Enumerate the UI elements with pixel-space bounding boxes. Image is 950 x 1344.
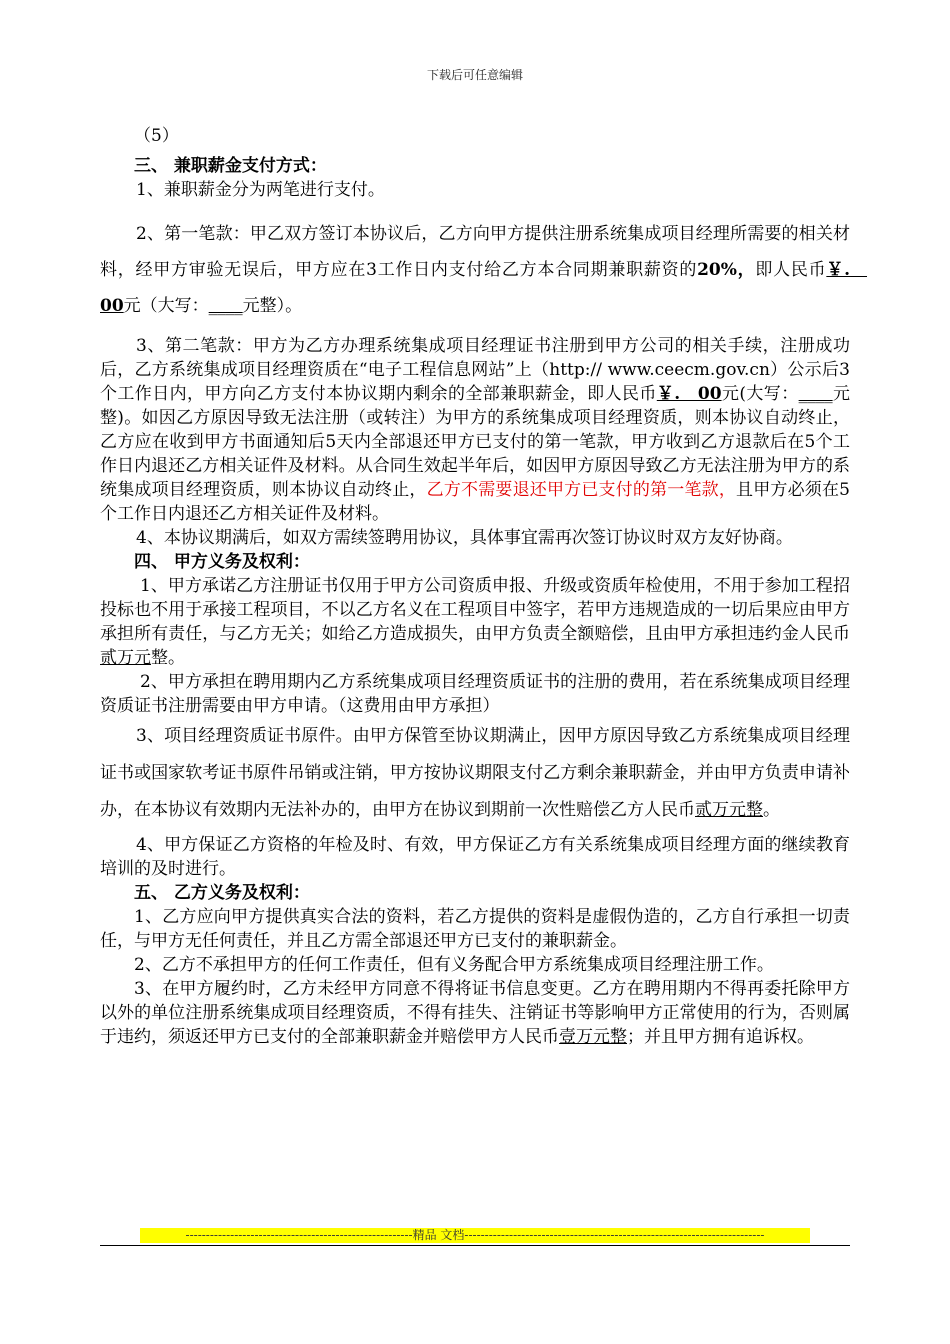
para-2-text-c: 元（大写： [123, 296, 209, 316]
para-3-text-b: 元(大写： [721, 384, 799, 404]
para-2-text-d: 元整）。 [242, 296, 303, 316]
s4-para-3-text-a: 3、项目经理资质证书原件。由甲方保管至协议期满止，因甲方原因导致乙方系统集成项目经理证书或国家软考证书原件吊销或注销，甲方按协议期限支付乙方剩余兼职薪金，并由甲方负责申请补办，在本协议有效期内无法补办的，由甲方在协议到期前一次性赔偿乙方人民币 [100, 726, 850, 820]
para-2-text-a: 2、第一笔款：甲乙双方签订本协议后，乙方向甲方提供注册系统集成项目经理所需要的相关材料，经甲方审验无误后，甲方应在3工作日内支付给乙方本合同期兼职薪资的 [100, 224, 850, 280]
section-4-heading: 四、 甲方义务及权利： [134, 552, 310, 572]
section-4-para-2: 2、甲方承担在聘用期内乙方系统集成项目经理资质证书的注册的费用，若在系统集成项目经理资质证书注册需要由甲方申请。（这费用由甲方承担） [100, 672, 850, 716]
s5-para-3-text-b: ；并且甲方拥有追诉权。 [627, 1027, 814, 1047]
section-3-para-4: 4、本协议期满后，如双方需续签聘用协议，具体事宜需再次签订协议时双方友好协商。 [136, 528, 793, 548]
footer-divider [100, 1245, 850, 1246]
section-3-para-3 [100, 334, 850, 526]
document-body [100, 124, 868, 1049]
section-3-para-2 [100, 216, 868, 324]
item-5: （5） [134, 126, 179, 146]
para-3-amount: ￥. 00 [656, 384, 722, 404]
page-header: 下载后可任意编辑 [426, 68, 523, 82]
section-3-heading: 三、 兼职薪金支付方式： [134, 156, 327, 176]
s4-para-3-text-b: 。 [763, 800, 780, 820]
s5-para-3-text-a: 3、在甲方履约时，乙方未经甲方同意不得将证书信息变更。乙方在聘用期内不得再委托除甲方以外的单位注册系统集成项目经理资质，不得有挂失、注销证书等影响甲方正常使用的行为，否则属于违约，须返还甲方已支付的全部兼职薪金并赔偿甲方人民币 [100, 979, 850, 1047]
section-5-para-2: 2、乙方不承担甲方的任何工作责任，但有义务配合甲方系统集成项目经理注册工作。 [134, 955, 774, 975]
para-3-text-d: 且甲方必须在5个工作日内退还乙方相关证件及材料。 [100, 480, 851, 524]
s4-para-1-text-a: 1、甲方承诺乙方注册证书仅用于甲方公司资质申报、升级或资质年检使用，不用于参加工程招投标也不用于承接工程项目，不以乙方名义在工程项目中签字，若甲方违规造成的一切后果应由甲方承担所有责任，与乙方无关；如给乙方造成损失，由甲方负责全额赔偿，且由甲方承担违约金人民币 [100, 576, 850, 644]
section-4-para-1 [100, 574, 850, 670]
section-5-heading: 五、 乙方义务及权利： [134, 883, 310, 903]
para-2-text-b: 即人民币 [755, 260, 827, 280]
para-3-red-text: 乙方不需要退还甲方已支付的第一笔款， [426, 480, 737, 500]
para-3-blank: ____ [798, 384, 833, 404]
s4-para-3-amount: 贰万元整 [695, 800, 763, 820]
section-4-para-3 [100, 718, 850, 829]
para-2-blank: ____ [208, 296, 243, 316]
para-2-amount: ￥. 00 [100, 260, 868, 316]
section-4-para-4: 4、甲方保证乙方资格的年检及时、有效，甲方保证乙方有关系统集成项目经理方面的继续教育培训的及时进行。 [100, 835, 850, 879]
para-3-text-c: 元整)。如因乙方原因导致无法注册（或转注）为甲方的系统集成项目经理资质，则本协议自动终止，乙方应在收到甲方书面通知后5天内全部退还甲方已支付的第一笔款，甲方收到乙方退款后在5个工作日内退还乙方相关证件及材料。从合同生效起半年后，如因甲方原因导致乙方无法注册为甲方的系统集成项目经理资质，则本协议自动终止， [100, 384, 851, 500]
section-5-para-1: 1、乙方应向甲方提供真实合法的资料，若乙方提供的资料是虚假伪造的，乙方自行承担一切责任，与甲方无任何责任，并且乙方需全部退还甲方已支付的兼职薪金。 [100, 907, 850, 951]
s4-para-1-text-b: 整。 [151, 648, 185, 668]
s5-para-3-amount: 壹万元整 [559, 1027, 627, 1047]
s4-para-1-amount: 贰万元 [100, 648, 151, 668]
footer-watermark: --------------------------------------------------------精品 文档-------------------------------------------------------------------------- [140, 1228, 810, 1243]
para-3-text-a: 3、第二笔款：甲方为乙方办理系统集成项目经理证书注册到甲方公司的相关手续，注册成功后，乙方系统集成项目经理资质在“电子工程信息网站”上（http:// www.ceecm.gov.cn）公示后3个工作日内，甲方向乙方支付本协议期内剩余的全部兼职薪金，即人民币 [100, 336, 850, 404]
section-5-para-3 [100, 977, 850, 1049]
para-2-percent: 20%， [697, 260, 756, 280]
section-3-para-1: 1、兼职薪金分为两笔进行支付。 [136, 180, 385, 200]
